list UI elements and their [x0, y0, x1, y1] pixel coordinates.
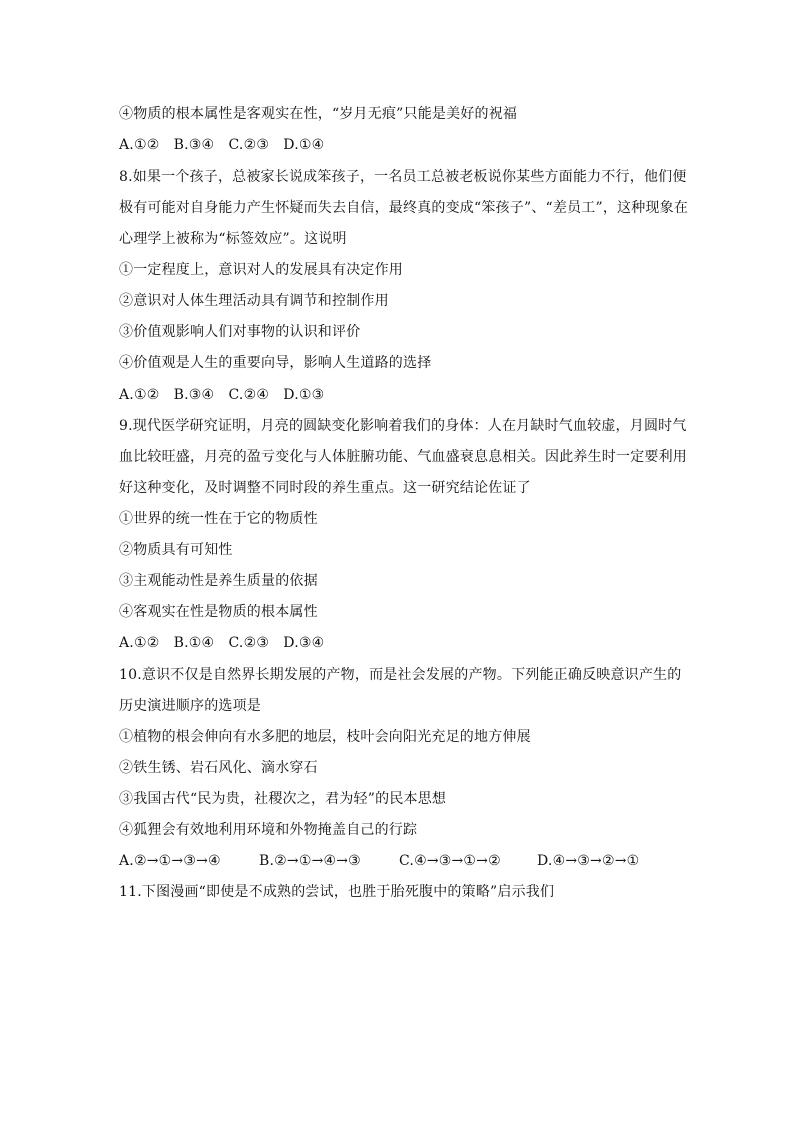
- q8-statement-4: ④价值观是人生的重要向导，影响人生道路的选择: [119, 355, 432, 371]
- q9-stem-line-2: 血比较旺盛，月亮的盈亏变化与人体脏腑功能、气血盛衰息息相关。因此养生时一定要利用: [119, 449, 687, 465]
- q10-stem-line-1: 10.意识不仅是自然界长期发展的产物，而是社会发展的产物。下列能正确反映意识产生的: [119, 667, 682, 683]
- q8-stem-line-2: 极有可能对自身能力产生怀疑而失去自信，最终真的变成“笨孩子”、“差员工”，这种现象在: [119, 200, 689, 216]
- q10-statement-3: ③我国古代“民为贵，社稷次之，君为轻”的民本思想: [119, 791, 447, 807]
- q10-statement-4: ④狐狸会有效地利用环境和外物掩盖自己的行踪: [119, 822, 418, 838]
- q8-stem-line-1: 8.如果一个孩子，总被家长说成笨孩子，一名员工总被老板说你某些方面能力不行，他们便: [119, 169, 687, 185]
- q8-statement-1: ①一定程度上，意识对人的发展具有决定作用: [119, 262, 403, 278]
- q10-options: [119, 852, 679, 870]
- q8-options: A.①② B.③④ C.②④ D.①③: [119, 387, 325, 403]
- q9-stem-line-1: 9.现代医学研究证明，月亮的圆缺变化影响着我们的身体：人在月缺时气血较虚，月圆时气: [119, 418, 687, 434]
- q7-statement-4: ④物质的根本属性是客观实在性，“岁月无痕”只能是美好的祝福: [119, 106, 518, 122]
- q10-option-d: D.④→③→②→①: [537, 853, 640, 869]
- q8-statement-2: ②意识对人体生理活动具有调节和控制作用: [119, 293, 389, 309]
- q9-statement-3: ③主观能动性是养生质量的依据: [119, 573, 318, 589]
- q11-stem: 11.下图漫画“即使是不成熟的尝试，也胜于胎死腹中的策略”启示我们: [119, 884, 555, 900]
- q7-options: A.①② B.③④ C.②③ D.①④: [119, 137, 325, 153]
- q9-statement-1: ①世界的统一性在于它的物质性: [119, 511, 318, 527]
- q10-stem-line-2: 历史演进顺序的选项是: [119, 698, 261, 714]
- q10-option-a: A.②→①→③→④: [119, 853, 221, 869]
- q9-statement-2: ②物质具有可知性: [119, 542, 233, 558]
- q8-stem-line-3: 心理学上被称为“标签效应”。这说明: [119, 231, 347, 247]
- q8-statement-3: ③价值观影响人们对事物的认识和评价: [119, 324, 361, 340]
- q9-statement-4: ④客观实在性是物质的根本属性: [119, 604, 318, 620]
- q10-option-b: B.②→①→④→③: [259, 853, 361, 869]
- q9-options: A.①② B.①④ C.②③ D.③④: [119, 635, 325, 651]
- q10-statement-1: ①植物的根会伸向有水多肥的地层，枝叶会向阳光充足的地方伸展: [119, 729, 531, 745]
- q9-stem-line-3: 好这种变化，及时调整不同时段的养生重点。这一研究结论佐证了: [119, 480, 531, 496]
- q10-statement-2: ②铁生锈、岩石风化、滴水穿石: [119, 760, 318, 776]
- q10-option-c: C.④→③→①→②: [399, 853, 501, 869]
